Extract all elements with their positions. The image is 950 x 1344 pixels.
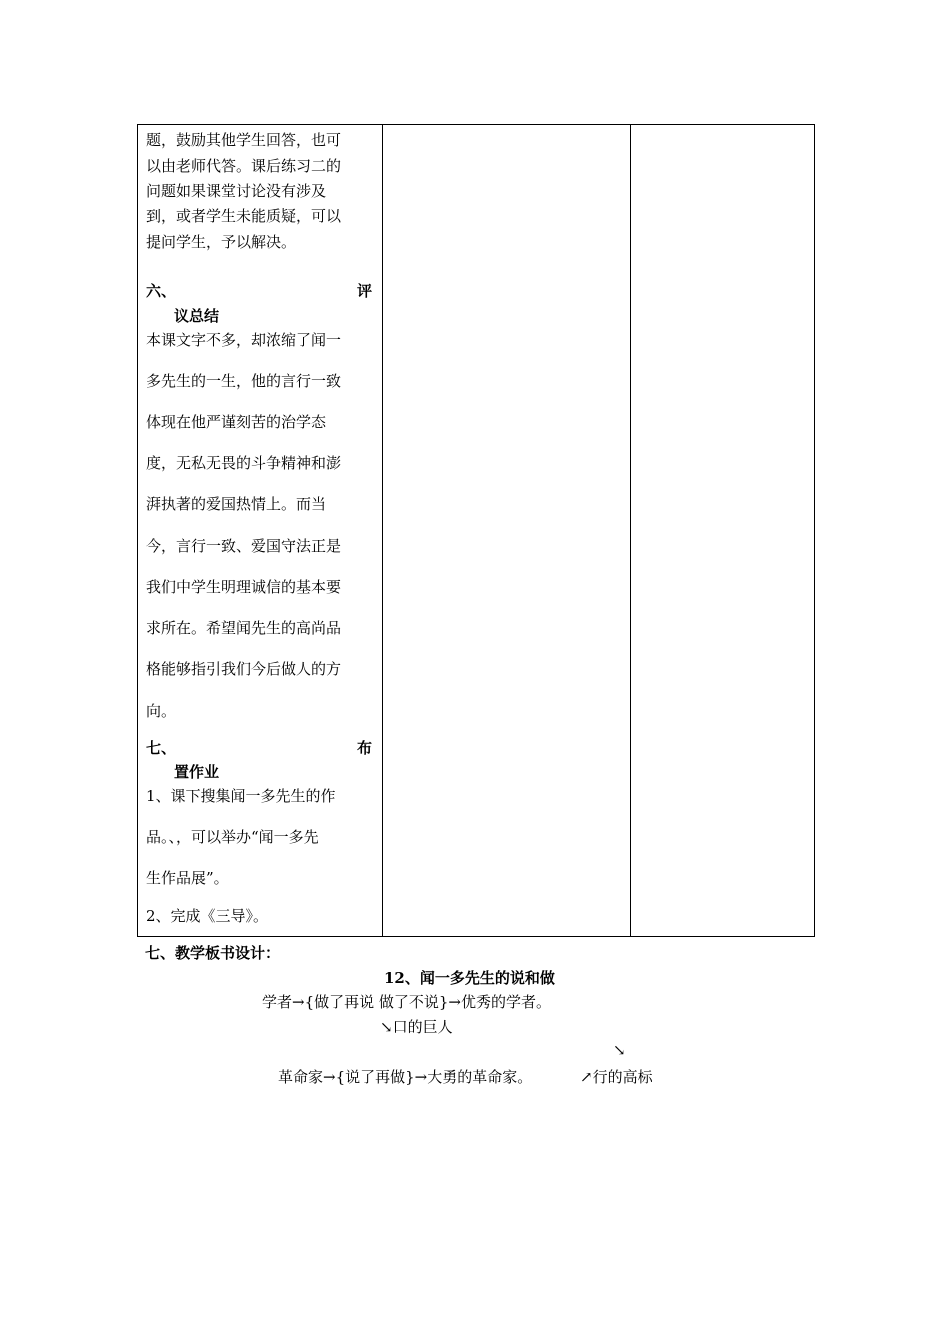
lesson-table <box>137 124 815 937</box>
section-7-line: 生作品展”。 <box>146 869 229 887</box>
section-6-number: 六、 <box>146 282 177 300</box>
section-6-line: 本课文字不多，却浓缩了闻一 <box>146 331 342 349</box>
intro-line: 题，鼓励其他学生回答，也可 <box>146 131 342 149</box>
table-column-divider-2 <box>630 125 631 936</box>
section-6-char: 评 <box>356 282 372 300</box>
section-6-line: 湃执著的爱国热情上。而当 <box>146 495 327 513</box>
section-6-line: 求所在。希望闻先生的高尚品 <box>146 619 342 637</box>
section-7-char: 布 <box>356 739 372 757</box>
intro-line: 提问学生，予以解决。 <box>146 233 297 251</box>
section-6-line: 向。 <box>146 702 177 720</box>
intro-line: 问题如果课堂讨论没有涉及 <box>146 182 327 200</box>
section-6-line: 格能够指引我们今后做人的方 <box>146 660 342 678</box>
section-7-title-rest: 置作业 <box>174 763 220 781</box>
board-line-scholar: 学者→{做了再说 做了不说}→优秀的学者。 <box>262 993 551 1011</box>
section-7-heading <box>146 737 372 757</box>
board-arrow: ↘ <box>613 1041 626 1059</box>
section-7-line: 品。、，可以举办“闻一多先 <box>146 828 319 846</box>
intro-line: 到，或者学生未能质疑，可以 <box>146 207 342 225</box>
section-7-number: 七、 <box>146 739 177 757</box>
board-line-action: ↗行的高标 <box>580 1068 653 1086</box>
section-6-line: 今，言行一致、爱国守法正是 <box>146 537 342 555</box>
board-line-mouth: ↘口的巨人 <box>380 1018 453 1036</box>
board-design-heading: 七、教学板书设计： <box>145 944 281 962</box>
intro-line: 以由老师代答。课后练习二的 <box>146 157 342 175</box>
section-6-line: 度，无私无畏的斗争精神和澎 <box>146 454 342 472</box>
section-6-title-rest: 议总结 <box>174 307 220 325</box>
section-7-line: 2、完成《三导》。 <box>146 907 269 925</box>
section-6-line: 多先生的一生，他的言行一致 <box>146 372 342 390</box>
board-line-revolutionary: 革命家→{说了再做}→大勇的革命家。 <box>278 1068 533 1086</box>
board-title: 12、闻一多先生的说和做 <box>384 969 555 987</box>
section-6-heading <box>146 280 372 300</box>
table-column-divider-1 <box>382 125 383 936</box>
section-6-line: 体现在他严谨刻苦的治学态 <box>146 413 327 431</box>
section-7-line: 1、课下搜集闻一多先生的作 <box>146 787 336 805</box>
section-6-line: 我们中学生明理诚信的基本要 <box>146 578 342 596</box>
